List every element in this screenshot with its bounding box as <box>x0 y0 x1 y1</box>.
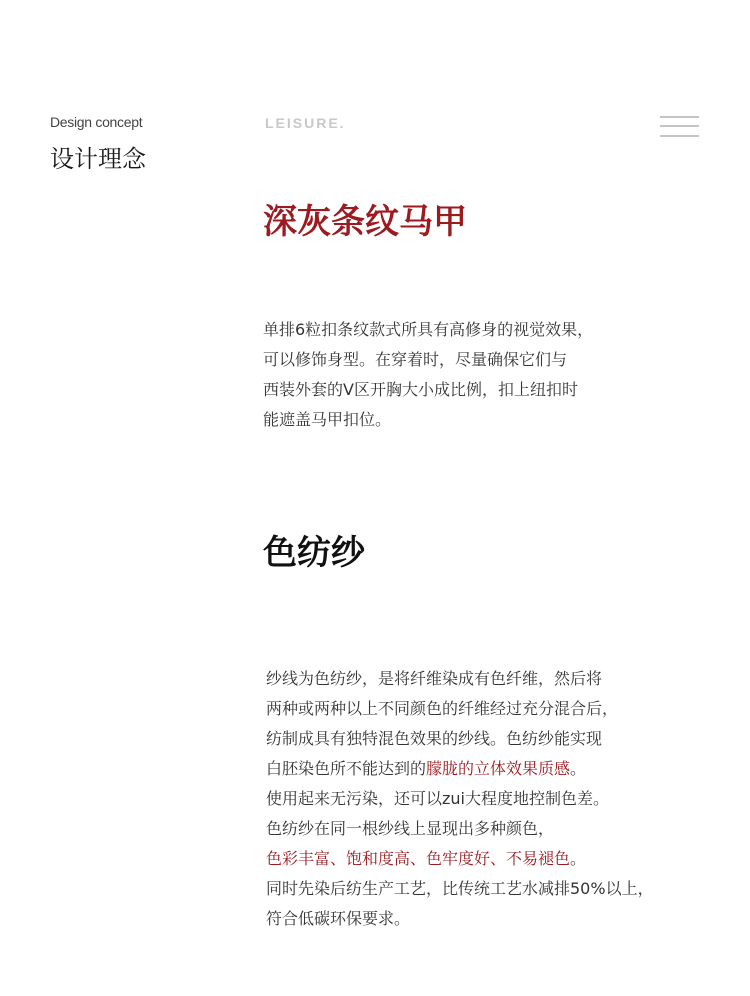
vest-line: 可以修饰身型。在穿着时，尽量确保它们与 <box>263 350 568 369</box>
yarn-description <box>266 664 654 934</box>
hamburger-menu-icon[interactable] <box>660 116 699 140</box>
yarn-line: 纱线为色纺纱，是将纤维染成有色纤维，然后将 <box>266 669 603 688</box>
vest-description <box>263 315 593 435</box>
section-title: 设计理念 <box>50 145 146 173</box>
yarn-line <box>266 844 654 874</box>
menu-bar <box>660 135 699 137</box>
yarn-line: 同时先染后纺生产工艺，比传统工艺水减排50%以上， <box>266 879 654 898</box>
yarn-line: 两种或两种以上不同颜色的纤维经过充分混合后， <box>266 699 619 718</box>
highlight-text: 朦胧的立体效果质感 <box>426 759 571 778</box>
vest-line: 能遮盖马甲扣位。 <box>263 410 392 429</box>
highlight-text: 色彩丰富、饱和度高、色牢度好、不易褪色 <box>266 849 571 868</box>
yarn-text: 白胚染色所不能达到的 <box>266 759 427 778</box>
yarn-line: 使用起来无污染，还可以zui大程度地控制色差。 <box>266 789 609 808</box>
yarn-text: 。 <box>570 759 587 778</box>
vest-line: 单排6粒扣条纹款式所具有高修身的视觉效果， <box>263 320 594 339</box>
menu-bar <box>660 116 699 118</box>
vest-line: 西装外套的V区开胸大小成比例，扣上纽扣时 <box>263 380 578 399</box>
yarn-text: 。 <box>570 849 587 868</box>
section-eyebrow: Design concept <box>50 114 143 130</box>
yarn-line: 符合低碳环保要求。 <box>266 909 411 928</box>
vest-heading: 深灰条纹马甲 <box>263 202 467 242</box>
yarn-line: 纺制成具有独特混色效果的纱线。色纺纱能实现 <box>266 729 603 748</box>
brand-logo: LEISURE. <box>265 115 346 131</box>
yarn-line: 色纺纱在同一根纱线上显现出多种颜色， <box>266 819 555 838</box>
yarn-heading: 色纺纱 <box>263 533 365 573</box>
menu-bar <box>660 125 699 127</box>
yarn-line <box>266 754 654 784</box>
